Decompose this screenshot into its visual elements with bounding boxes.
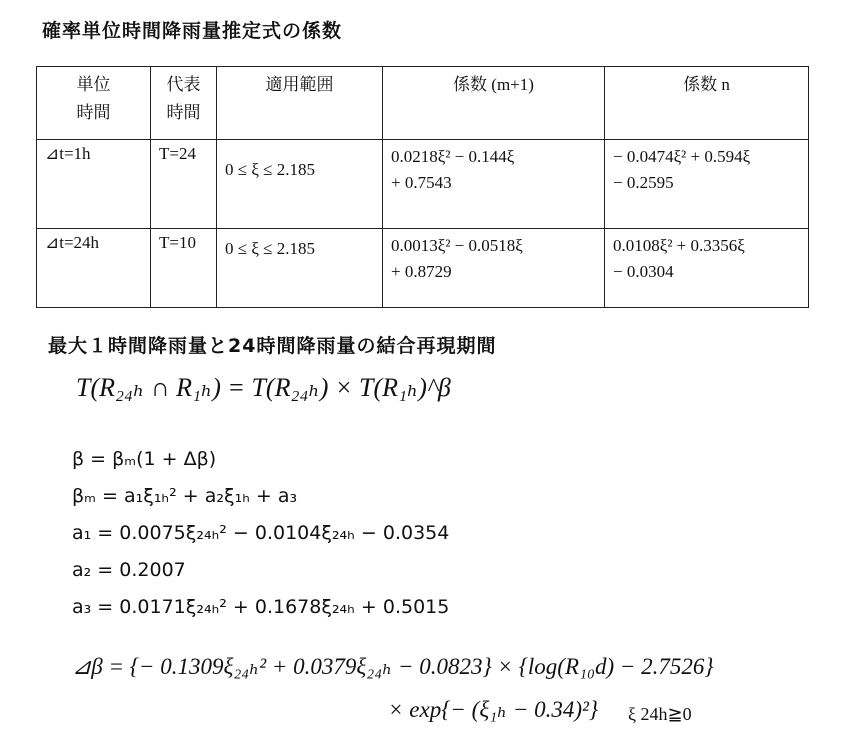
coef-n-line1: 0.0108ξ² + 0.3356ξ [613, 236, 745, 255]
cell-range: 0 ≤ ξ ≤ 2.185 [217, 229, 383, 308]
cell-unit: ⊿t=24h [37, 229, 151, 308]
formula-delta-beta-line1: ⊿β = {− 0.1309ξ₂₄ₕ² + 0.0379ξ₂₄ₕ − 0.0823} × {log(R₁₀d) − 2.7526} [72, 654, 714, 679]
formula-a3: a₃ = 0.0171ξ₂₄ₕ² + 0.1678ξ₂₄ₕ + 0.5015 [72, 596, 450, 618]
cell-coef-m [383, 229, 605, 308]
header-unit-time-line2: 時間 [76, 103, 111, 122]
cell-coef-n [605, 140, 809, 229]
coef-n-line2: − 0.2595 [613, 173, 674, 192]
header-unit-time [37, 67, 151, 140]
cell-coef-m [383, 140, 605, 229]
header-rep-time-line2: 時間 [166, 103, 201, 122]
section-title-joint-return-period: 最大１時間降雨量と24時間降雨量の結合再現期間 [48, 335, 497, 357]
formula-condition: ξ 24h≧0 [628, 704, 692, 724]
coef-m-line2: + 0.7543 [391, 173, 452, 192]
header-rep-time [151, 67, 217, 140]
formula-a2: a₂ = 0.2007 [72, 559, 186, 581]
cell-unit: ⊿t=1h [37, 140, 151, 229]
cell-range: 0 ≤ ξ ≤ 2.185 [217, 140, 383, 229]
section-title-coefficients: 確率単位時間降雨量推定式の係数 [42, 20, 343, 42]
coef-m-line1: 0.0013ξ² − 0.0518ξ [391, 236, 523, 255]
formula-a1: a₁ = 0.0075ξ₂₄ₕ² − 0.0104ξ₂₄ₕ − 0.0354 [72, 522, 450, 544]
header-coef-m: 係数 (m+1) [383, 67, 605, 140]
formula-beta-m: βₘ = a₁ξ₁ₕ² + a₂ξ₁ₕ + a₃ [72, 485, 298, 507]
cell-coef-n [605, 229, 809, 308]
header-rep-time-line1: 代表 [166, 75, 201, 94]
header-coef-n: 係数 n [605, 67, 809, 140]
coefficient-table [36, 66, 809, 308]
formula-joint-return-period: T(R₂₄ₕ ∩ R₁ₕ) = T(R₂₄ₕ) × T(R₁ₕ)^β [76, 373, 451, 402]
table-header-row [37, 67, 809, 140]
formula-beta: β = βₘ(1 + Δβ) [72, 448, 217, 470]
table-row [37, 140, 809, 229]
header-range: 適用範囲 [217, 67, 383, 140]
header-unit-time-line1: 単位 [76, 75, 111, 94]
table-row [37, 229, 809, 308]
formula-delta-beta-line2: × exp{− (ξ₁ₕ − 0.34)²} [388, 697, 599, 722]
cell-rep: T=10 [151, 229, 217, 308]
coef-m-line1: 0.0218ξ² − 0.144ξ [391, 147, 515, 166]
cell-rep: T=24 [151, 140, 217, 229]
coef-n-line2: − 0.0304 [613, 262, 674, 281]
coef-n-line1: − 0.0474ξ² + 0.594ξ [613, 147, 751, 166]
coef-m-line2: + 0.8729 [391, 262, 452, 281]
